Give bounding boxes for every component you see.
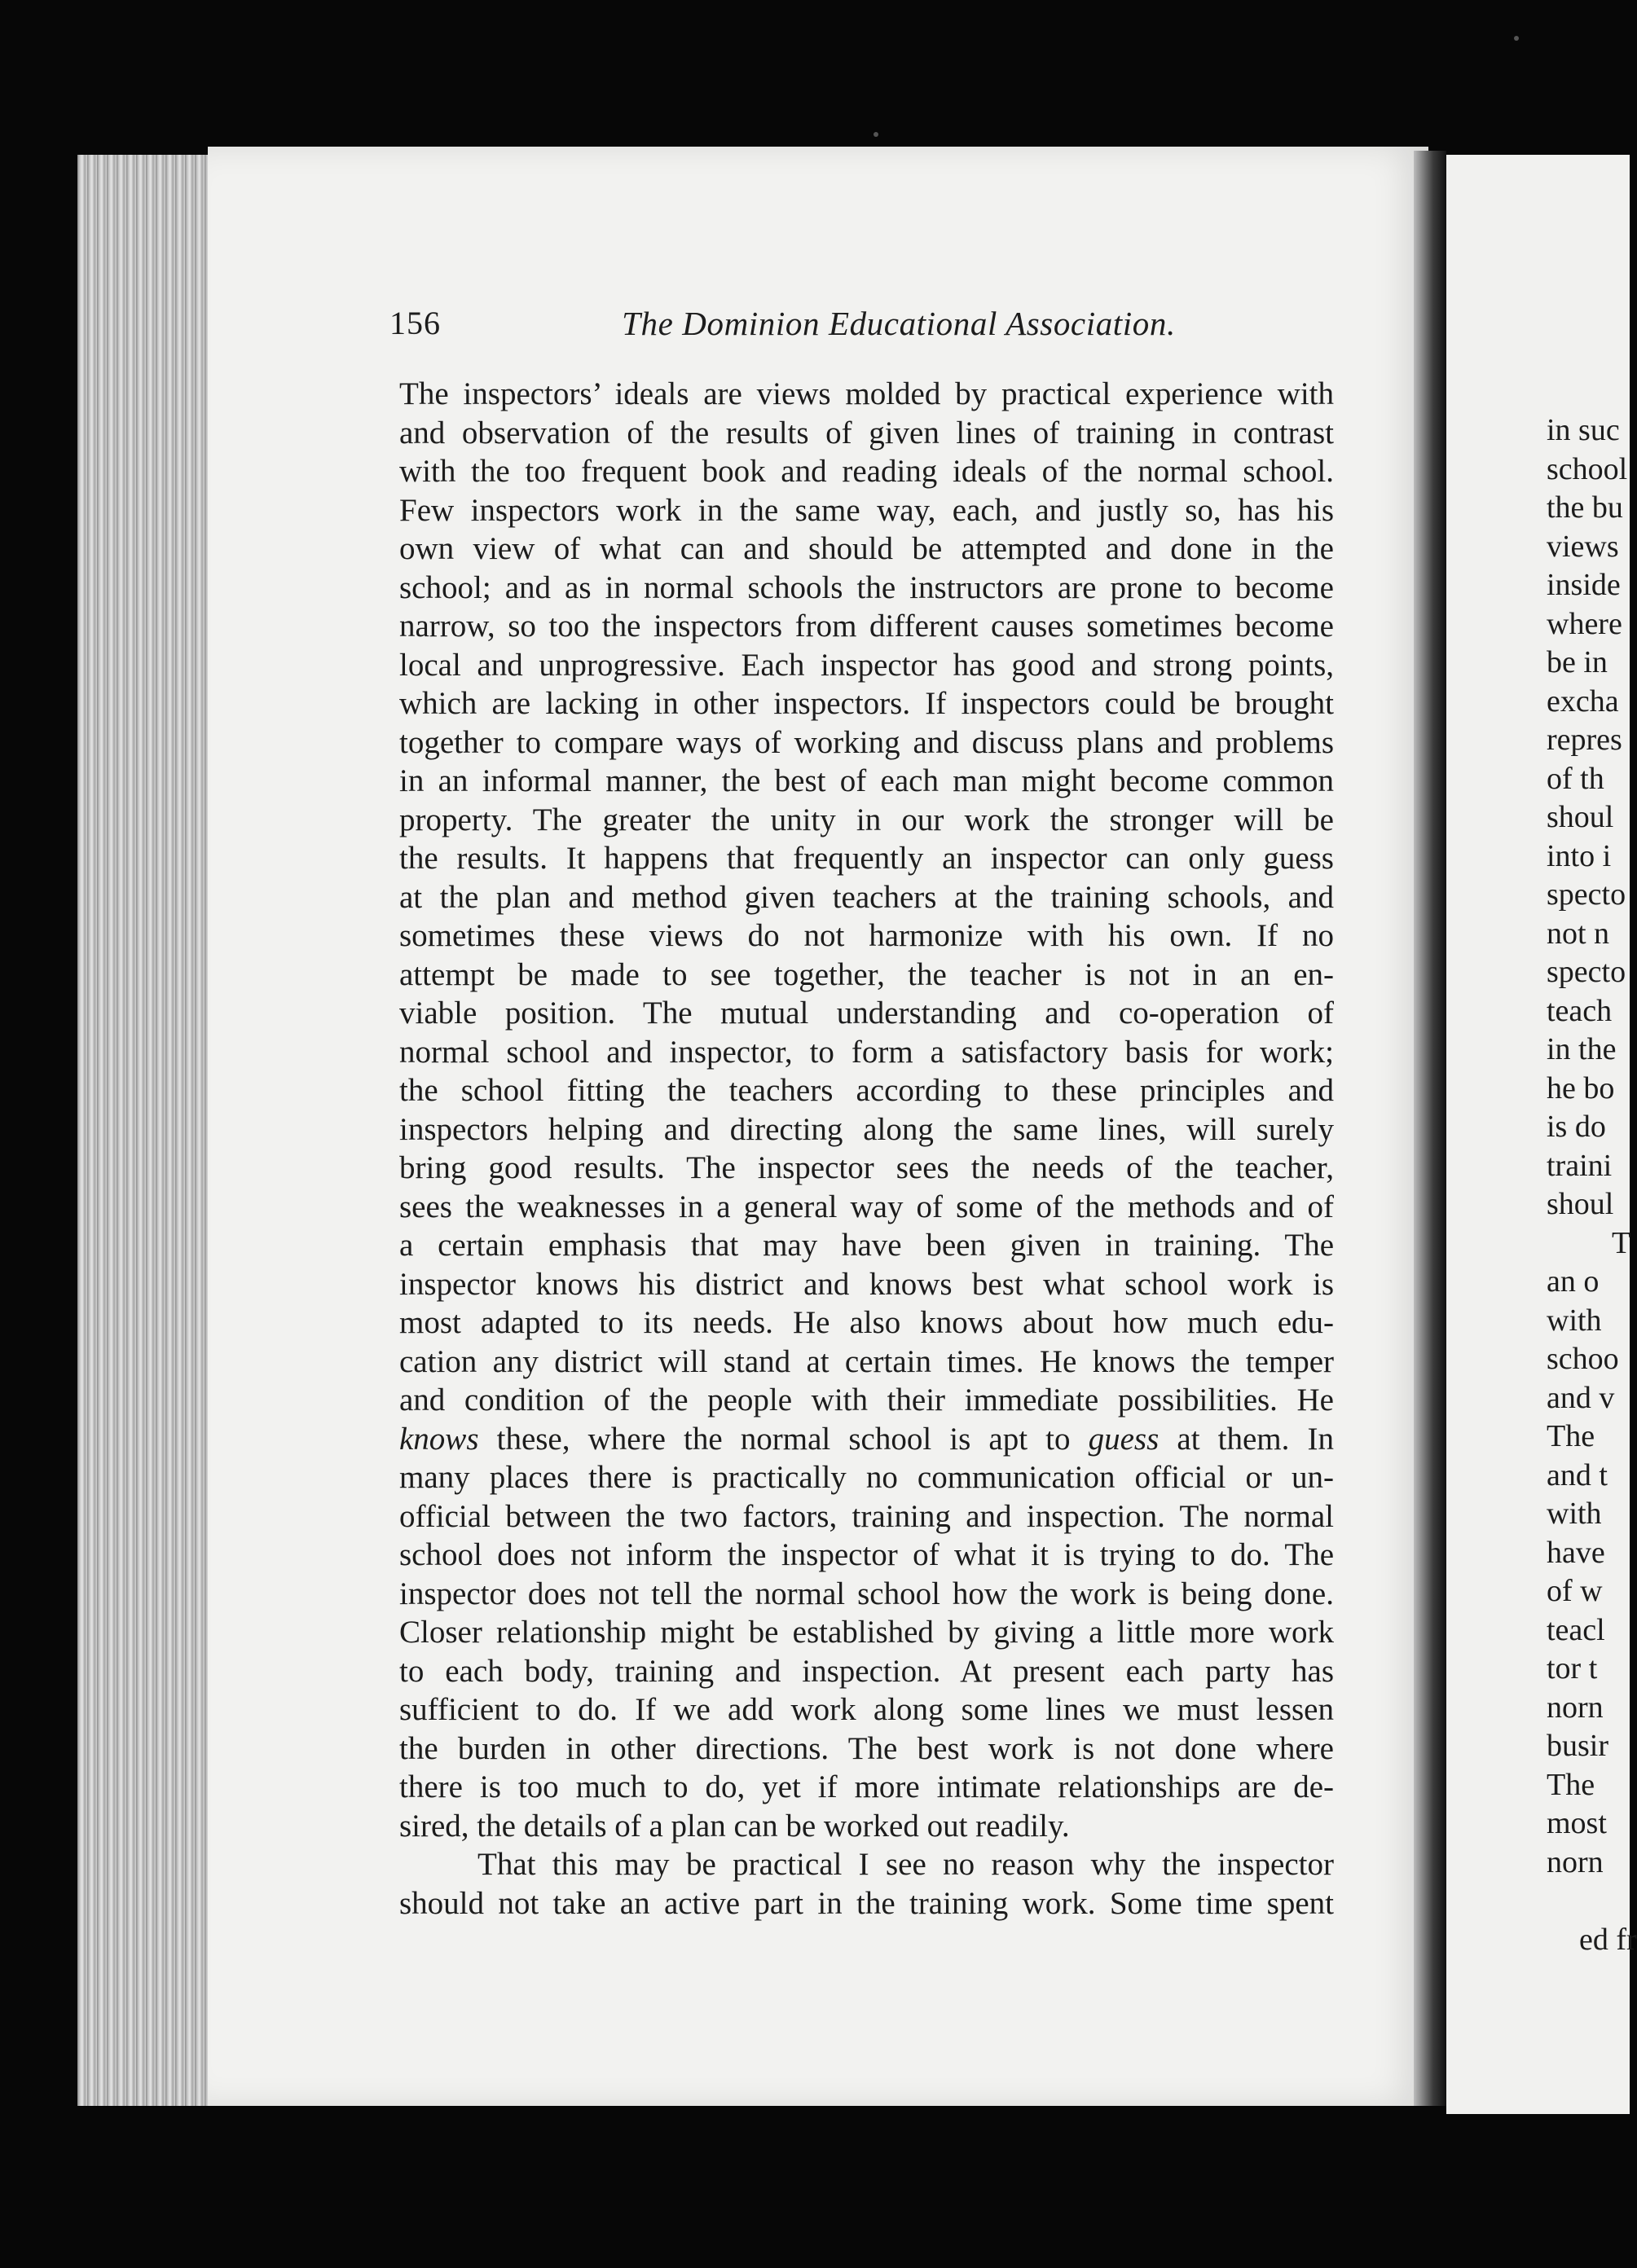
text-line: Closer relationship might be established by giving a little more work [399,1615,1334,1650]
text-line: cation any district will stand at certain times. He knows the temper [399,1343,1334,1379]
text-line: there is too much to do, yet if more intimate relationships are de- [399,1769,1334,1804]
text-line: the burden in other directions. The best work is not done where [399,1730,1334,1766]
fragment-line: and t [1547,1457,1608,1492]
paragraph-2 [399,1845,1334,1923]
fragment-line: The [1547,1419,1595,1453]
text-line: normal school and inspector, to form a satisfactory basis for work; [399,1034,1334,1070]
text-line: with the too frequent book and reading ideals of the normal school. [399,454,1334,489]
page-header [389,304,1310,353]
paragraph-1 [399,375,1334,1845]
text-line: in an informal manner, the best of each man might become common [399,763,1334,798]
fragment-line: is do [1547,1110,1606,1144]
text-line: inspectors helping and directing along the same lines, will surely [399,1111,1334,1147]
text-line: to each body, training and inspection. At present each party has [399,1653,1334,1689]
text-line: most adapted to its needs. He also knows about how much edu- [399,1305,1334,1340]
text-line: That this may be practical I see no reason why the inspector [477,1847,1334,1882]
fragment-line: where [1547,606,1622,641]
emphasis-knows: knows [399,1421,479,1457]
text-line: at the plan and method given teachers at the training schools, and [399,879,1334,915]
text-line: inspector knows his district and knows best what school work is [399,1266,1334,1302]
dust-speck [874,132,878,137]
fragment-line: excha [1547,683,1619,719]
fragment-line: with [1547,1497,1602,1531]
text-line: should not take an active part in the training work. Some time spent [399,1885,1334,1921]
fragment-line: and v [1547,1380,1615,1415]
text-line: the school fitting the teachers according to these principles and [399,1073,1334,1108]
text-line: viable position. The mutual understanding and co-operation of [399,996,1334,1031]
fragment-line: norn [1547,1690,1604,1725]
text-line: The inspectors’ ideals are views molded by practical experience with [399,376,1334,411]
text-line: and condition of the people with their immediate possibilities. He [399,1382,1334,1418]
text-line: own view of what can and should be attempted and done in the [399,531,1334,566]
fragment-line: teach [1547,993,1613,1028]
fragment-line: the bu [1547,490,1623,525]
fragment-line: ed fr [1579,1922,1637,1957]
fragment-line: schoo [1547,1342,1619,1376]
right-page-text [1547,411,1637,1959]
text-line: narrow, so too the inspectors from different causes sometimes become [399,609,1334,644]
text-line: and observation of the results of given lines of training in contrast [399,415,1334,451]
page-edge-stack [77,155,222,2106]
text-segment: at them. In [1159,1421,1334,1457]
text-line: inspector does not tell the normal school how the work is being done. [399,1576,1334,1611]
fragment-line: he bo [1547,1070,1615,1105]
text-line: property. The greater the unity in our work the stronger will be [399,802,1334,837]
book-gutter [1414,151,1446,2106]
text-line: which are lacking in other inspectors. If inspectors could be brought [399,686,1334,721]
text-line: sees the weaknesses in a general way of some of the methods and of [399,1189,1334,1224]
fragment-line: in the [1547,1032,1617,1066]
page-number: 156 [389,305,441,341]
fragment-line: tor t [1547,1651,1598,1686]
fragment-line: an o [1547,1264,1600,1299]
fragment-line: into i [1547,838,1612,873]
text-line: bring good results. The inspector sees the needs of the teacher, [399,1150,1334,1185]
text-line: local and unprogressive. Each inspector has good and strong points, [399,647,1334,683]
fragment-line: with [1547,1303,1602,1338]
fragment-line: specto [1547,955,1626,989]
fragment-line: views [1547,529,1619,564]
body-text [399,375,1334,1923]
fragment-line: traini [1547,1148,1613,1183]
text-line: many places there is practically no communication official or un- [399,1460,1334,1495]
fragment-line: have [1547,1535,1605,1570]
fragment-line: school [1547,451,1628,486]
fragment-line: of th [1547,761,1604,796]
text-line: a certain emphasis that may have been given in training. The [399,1228,1334,1263]
text-line: attempt be made to see together, the teacher is not in an en- [399,956,1334,992]
fragment-line: be in [1547,645,1608,679]
fragment-line: T [1612,1225,1631,1260]
fragment-line: most [1547,1806,1607,1840]
fragment-line: The [1547,1767,1595,1802]
text-line: together to compare ways of working and discuss plans and problems [399,724,1334,760]
text-line-italic-words [399,1420,1334,1459]
dust-speck [1514,36,1519,41]
text-line: school; and as in normal schools the instructors are prone to become [399,569,1334,605]
text-line: sired, the details of a plan can be worked out readily. [399,1808,1070,1844]
text-line: official between the two factors, training and inspection. The normal [399,1498,1334,1534]
fragment-line [1547,1882,1637,1921]
fragment-line: not n [1547,916,1610,951]
fragment-line: shoul [1547,1187,1614,1221]
text-line: Few inspectors work in the same way, each, and justly so, has his [399,492,1334,528]
text-line: sometimes these views do not harmonize with his own. If no [399,918,1334,953]
text-line: school does not inform the inspector of what it is trying to do. The [399,1537,1334,1572]
fragment-line: of w [1547,1574,1603,1608]
emphasis-guess: guess [1088,1421,1160,1457]
running-head: The Dominion Educational Association. [622,305,1176,342]
text-segment: these, where the normal school is apt to [478,1421,1089,1457]
text-line: the results. It happens that frequently an inspector can only guess [399,841,1334,876]
text-line: sufficient to do. If we add work along some lines we must lessen [399,1692,1334,1727]
fragment-line: teacl [1547,1612,1605,1647]
fragment-line: specto [1547,877,1626,912]
fragment-line: repres [1547,723,1622,757]
fragment-line: norn [1547,1844,1604,1879]
fragment-line: busir [1547,1729,1608,1763]
fragment-line: inside [1547,568,1621,602]
fragment-line: shoul [1547,800,1614,834]
fragment-line: in suc [1547,413,1620,447]
